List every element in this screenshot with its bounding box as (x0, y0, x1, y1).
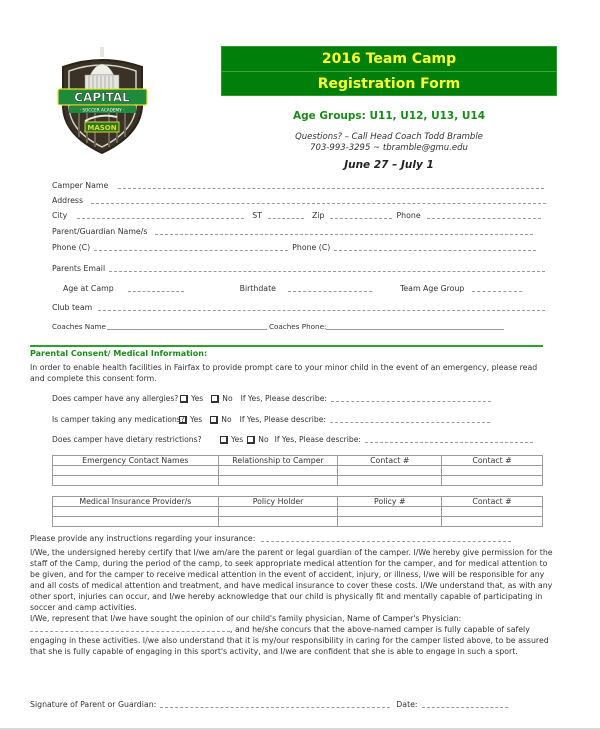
medications-yes-option[interactable] (179, 415, 202, 424)
dietary-yes-option[interactable] (220, 435, 243, 444)
address-row (52, 196, 546, 205)
physician-name-field[interactable] (30, 624, 230, 632)
state-label: ST (252, 211, 263, 220)
camper-name-label: Camper Name (52, 181, 109, 190)
insurance-instructions-field[interactable] (261, 534, 511, 542)
dietary-describe-label: If Yes, Please describe: (274, 435, 361, 444)
age-groups-text: Age Groups: U11, U12, U13, U14 (292, 110, 485, 122)
questions-line: Questions? – Call Head Coach Todd Bramble (295, 132, 483, 142)
address-label: Address (52, 196, 84, 205)
table-cell[interactable] (338, 517, 442, 527)
coaches-row (52, 322, 504, 331)
checkbox-icon[interactable] (210, 416, 218, 424)
contact-info (221, 132, 557, 154)
birthdate-label: Birthdate (239, 284, 276, 293)
svg-text:CAPITAL: CAPITAL (74, 90, 130, 105)
zip-field[interactable] (330, 211, 392, 219)
camper-name-field[interactable] (118, 181, 544, 189)
zip-label: Zip (312, 211, 325, 220)
checkbox-icon[interactable] (211, 395, 219, 403)
table-cell[interactable] (218, 466, 338, 476)
no-label: No (221, 415, 232, 424)
table-cell[interactable] (218, 517, 338, 527)
parent-guardian-row (52, 227, 533, 236)
allergies-question-label: Does camper have any allergies? (52, 394, 179, 403)
no-label: No (222, 394, 233, 403)
yes-label: Yes (231, 435, 244, 444)
phone-cell-row (52, 243, 536, 252)
city-row (52, 211, 541, 220)
date-field[interactable] (422, 700, 508, 708)
club-team-label: Club team (52, 303, 93, 312)
consent-section-title: Parental Consent/ Medical Information: (30, 349, 208, 358)
svg-text:MASON: MASON (87, 124, 117, 132)
coaches-name-label: Coaches Name (52, 322, 106, 331)
medications-describe-field[interactable] (330, 415, 490, 423)
svg-text:· SOCCER ACADEMY ·: · SOCCER ACADEMY · (79, 107, 125, 113)
consent-intro: In order to enable health facilities in Fairfax to provide prompt care to your minor child in the event of an emergency, please read and complete this consent form. (30, 363, 538, 383)
yes-label: Yes (190, 415, 203, 424)
yes-label: Yes (191, 394, 204, 403)
table-cell[interactable] (218, 476, 338, 486)
allergies-describe-field[interactable] (331, 394, 491, 402)
age-at-camp-field[interactable] (128, 284, 184, 292)
table-cell[interactable] (53, 476, 219, 486)
table-cell[interactable] (53, 517, 219, 527)
column-header: Contact # (338, 456, 442, 466)
allergies-no-option[interactable] (211, 394, 232, 403)
phone-cell-field-1[interactable] (94, 243, 288, 251)
table-header-row (53, 456, 543, 466)
emergency-contacts-table (52, 455, 543, 486)
dietary-no-option[interactable] (247, 435, 268, 444)
table-cell[interactable] (442, 517, 543, 527)
insurance-instructions-label: Please provide any instructions regarding your insurance: (30, 534, 256, 543)
age-birthdate-row (63, 284, 522, 293)
medications-question-label: Is camper taking any medications? (52, 415, 185, 424)
date-label: Date: (396, 700, 418, 709)
allergies-question-row (52, 394, 491, 403)
column-header: Relationship to Camper (218, 456, 338, 466)
club-team-field[interactable] (98, 303, 545, 311)
club-team-row (52, 303, 545, 312)
coaches-name-field[interactable] (107, 322, 267, 330)
dietary-question-label: Does camper have dietary restrictions? (52, 435, 202, 444)
physician-statement-start: I/We, represent that I/we have sought the opinion of our child's family physician, Name of Camper's Physician: (30, 614, 462, 623)
table-row (53, 466, 543, 476)
section-divider (30, 345, 543, 347)
city-field[interactable] (77, 211, 244, 219)
column-header: Contact # (442, 497, 543, 507)
parents-email-label: Parents Email (52, 264, 106, 273)
dietary-describe-field[interactable] (365, 435, 533, 443)
column-header: Contact # (442, 456, 543, 466)
phone-label: Phone (396, 211, 421, 220)
insurance-table (52, 496, 543, 527)
table-cell[interactable] (218, 507, 338, 517)
parent-guardian-label: Parent/Guardian Name/s (52, 227, 148, 236)
birthdate-field[interactable] (288, 284, 372, 292)
phone-cell-label-2: Phone (C) (292, 243, 331, 252)
table-cell[interactable] (442, 507, 543, 517)
table-cell[interactable] (442, 476, 543, 486)
medications-question-row (52, 415, 490, 424)
table-cell[interactable] (338, 476, 442, 486)
column-header: Medical Insurance Provider/s (53, 497, 219, 507)
signature-label: Signature of Parent or Guardian: (30, 700, 157, 709)
title-banner (221, 46, 557, 96)
camper-name-row (52, 181, 544, 190)
checkbox-icon[interactable] (247, 436, 255, 444)
parents-email-field[interactable] (109, 264, 545, 272)
no-label: No (258, 435, 269, 444)
table-cell[interactable] (442, 466, 543, 476)
medications-no-option[interactable] (210, 415, 231, 424)
parents-email-row (52, 264, 545, 273)
table-header-row (53, 497, 543, 507)
coaches-phone-label: Coaches Phone: (268, 322, 327, 331)
checkbox-icon[interactable] (180, 395, 188, 403)
team-age-group-label: Team Age Group (399, 284, 465, 293)
medications-describe-label: If Yes, Please describe: (239, 415, 326, 424)
column-header: Policy # (338, 497, 442, 507)
table-cell[interactable] (53, 507, 219, 517)
parent-guardian-field[interactable] (155, 227, 533, 235)
table-cell[interactable] (338, 466, 442, 476)
table-cell[interactable] (53, 466, 219, 476)
signature-field[interactable] (160, 700, 390, 708)
phone-cell-field-2[interactable] (334, 243, 536, 251)
capital-soccer-academy-logo (55, 45, 150, 155)
camp-dates: June 27 – July 1 (344, 159, 434, 171)
table-row (53, 517, 543, 527)
physician-statement-end: , and he/she concurs that the above-named camper is fully capable of safely engaging in these activities. I/we also understand that it is my/our responsibility in caring for the camper listed above, to be assured that she is fully capable of engaging in this sport's activity, and I/we are confident that she is able to engage in such a sport. (30, 625, 549, 656)
phone-email-line: 703-993-3295 ~ tbramble@gmu.edu (310, 143, 468, 153)
city-label: City (52, 211, 68, 220)
column-header: Policy Holder (218, 497, 338, 507)
checkbox-icon[interactable] (179, 416, 187, 424)
checkbox-icon[interactable] (220, 436, 228, 444)
phone-cell-label-1: Phone (C) (52, 243, 91, 252)
table-row (53, 507, 543, 517)
table-cell[interactable] (338, 507, 442, 517)
certification-paragraph-1: I/We, the undersigned hereby certify that I/we am/are the parent or legal guardian of the camper. I/We hereby give permission for the staff of the Camp, during the period of the camp, to seek appropriate medical attention for the camper, and for medical attention to be given, and for the camper to receive medical attention in the event of accident, injury, or illness, I/we will be responsible for any and all costs of medical attention and treatment, and have medical insurance to cover these costs. I/We understand that, as with any other sport, injuries can occur, and I/we hereby acknowledge that our child is physically fit and mentally capable of participating in soccer and camp activities. (30, 548, 553, 612)
team-age-group-field[interactable] (472, 284, 522, 292)
state-field[interactable] (268, 211, 304, 219)
insurance-instructions-row (30, 534, 511, 543)
allergies-describe-label: If Yes, Please describe: (240, 394, 327, 403)
column-header: Emergency Contact Names (53, 456, 219, 466)
form-title-line1: 2016 Team Camp (321, 51, 457, 67)
allergies-yes-option[interactable] (180, 394, 203, 403)
certification-text (30, 547, 555, 657)
signature-row (30, 700, 508, 709)
table-row (53, 476, 543, 486)
coaches-phone-field[interactable] (326, 322, 504, 330)
age-at-camp-label: Age at Camp (63, 284, 114, 293)
address-field[interactable] (91, 196, 546, 204)
certification-paragraph-2 (30, 613, 555, 657)
phone-field[interactable] (427, 211, 541, 219)
dietary-question-row (52, 435, 533, 444)
form-title-line2: Registration Form (317, 76, 461, 92)
